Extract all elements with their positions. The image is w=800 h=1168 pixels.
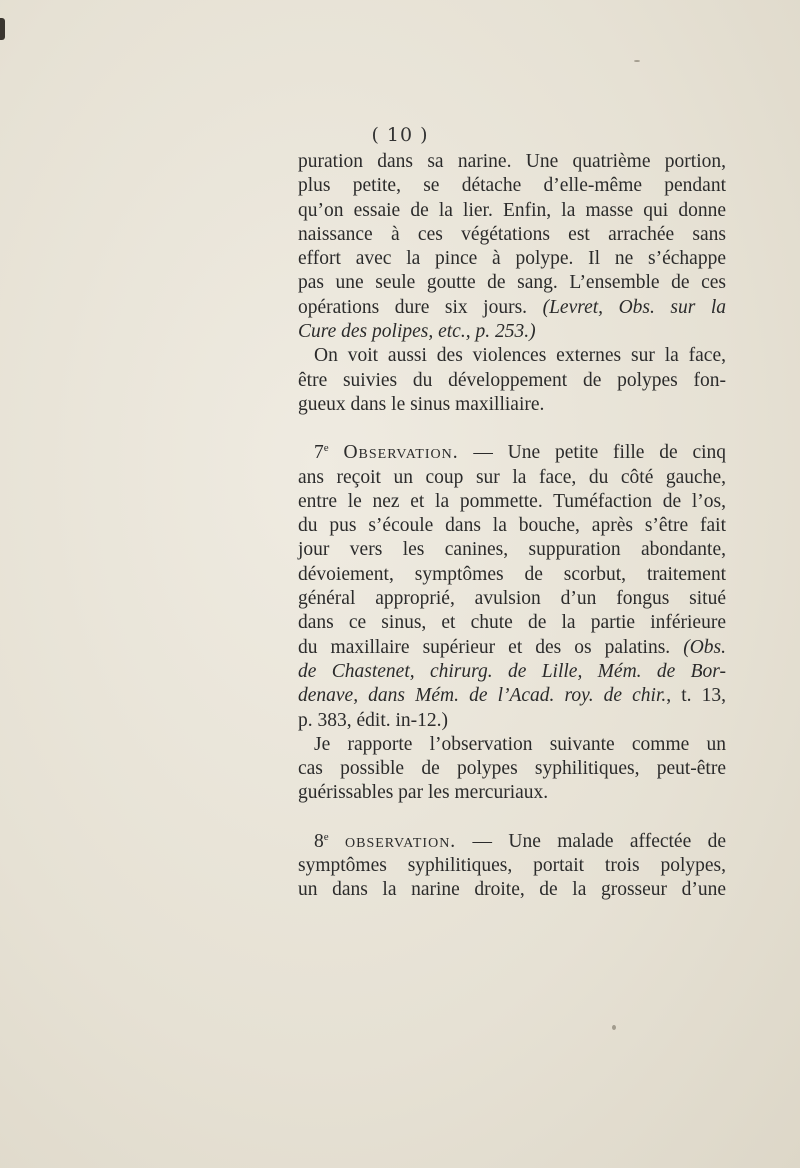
text-line: On voit aussi des violences externes sur la face, — [314, 345, 726, 367]
text-line: général approprié, avulsion d’un fongus situé — [298, 588, 726, 610]
text-line: jour vers les canines, suppuration abondante, — [298, 539, 726, 561]
reference-levret: (Levret, Obs. sur la — [542, 296, 726, 318]
text-line — [298, 296, 726, 320]
text-line: qu’on essaie de la lier. Enfin, la masse qui donne — [298, 199, 726, 221]
text-fragment: denave, dans — [298, 685, 406, 707]
text-line: dans ce sinus, et chute de la partie inférieure — [298, 612, 726, 634]
text-line: symptômes syphilitiques, portait trois polypes, — [298, 855, 726, 877]
text-line: effort avec la pince à polype. Il ne s’échappe — [298, 248, 726, 270]
text-line: un dans la narine droite, de la grosseur d’une — [298, 879, 726, 901]
text-fragment: , t. 13, — [666, 685, 727, 707]
observation-label: observation. — [345, 830, 457, 852]
text-fragment: — Une petite fille de cinq — [473, 442, 727, 464]
text-fragment: du maxillaire supérieur et des os palatins. — [298, 636, 671, 658]
text-line: gueux dans le sinus maxilliaire. — [298, 393, 545, 415]
text-line: de Chastenet, chirurg. de Lille, Mém. de Bor- — [298, 660, 726, 682]
text-line: entre le nez et la pommette. Tuméfaction de l’os, — [298, 490, 726, 512]
text-line: plus petite, se détache d’elle-même pendant — [298, 175, 726, 197]
text-line: Je rapporte l’observation suivante comme un — [314, 733, 726, 755]
text-line: p. 383, édit. in-12.) — [298, 709, 449, 731]
observation-number: 7 — [314, 442, 324, 464]
text-line: guérissables par les mercuriaux. — [298, 782, 549, 804]
text-line: pas une seule goutte de sang. L’ensemble de ces — [298, 272, 726, 294]
page-edge-mark — [0, 18, 5, 40]
text-line: Cure des polipes, etc., p. 253.) — [298, 321, 536, 343]
text-line — [298, 636, 726, 660]
observation-label: Observation. — [343, 442, 459, 464]
text-line — [298, 684, 726, 708]
observation-8-heading — [298, 830, 726, 854]
text-line: dévoiement, symptômes de scorbut, traitement — [298, 563, 726, 585]
observation-number: 8 — [314, 830, 324, 852]
text-line: du pus s’écoule dans la bouche, après s’être fait — [298, 515, 726, 537]
paper-speck — [634, 60, 640, 62]
paragraph-gap — [298, 806, 726, 830]
paper-speck — [612, 1025, 616, 1030]
body-text — [298, 150, 726, 903]
ordinal-suffix: e — [323, 442, 329, 455]
text-line: ans reçoit un coup sur la face, du côté gauche, — [298, 466, 726, 488]
reference-academie: Mém. de l’Acad. roy. de chir. — [415, 685, 667, 707]
text-fragment: opérations dure six jours. — [298, 296, 528, 318]
text-line: être suivies du développement de polypes fon- — [298, 369, 726, 391]
text-line: cas possible de polypes syphilitiques, peut-être — [298, 758, 726, 780]
ordinal-suffix: e — [323, 830, 329, 843]
page-number: ( 10 ) — [371, 124, 429, 146]
reference-obs: (Obs. — [683, 636, 726, 658]
text-fragment: — Une malade affectée de — [472, 830, 726, 852]
text-line: naissance à ces végétations est arrachée sans — [298, 223, 726, 245]
observation-7-heading — [298, 441, 726, 465]
paragraph-gap — [298, 417, 726, 441]
text-line: puration dans sa narine. Une quatrième portion, — [298, 151, 726, 172]
